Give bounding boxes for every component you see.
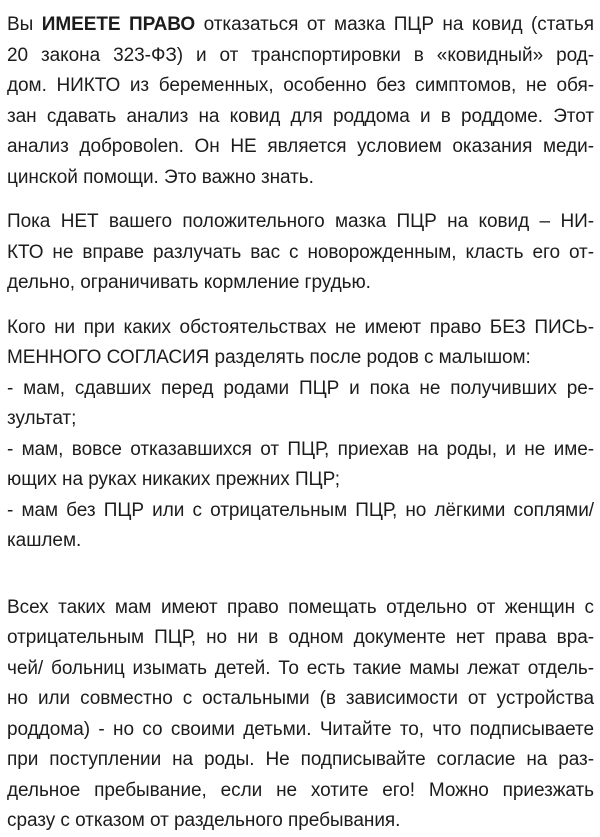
text-line: зан сдавать анализ на ковид для роддома и в роддоме. Этот bbox=[7, 105, 594, 127]
text-line: дельно, ограничивать кормление грудью. bbox=[7, 272, 371, 293]
text-line: сразу с отказом от раздельного пребывания. bbox=[7, 810, 401, 831]
list-item: - мам, вовсе отказавшихся от ПЦР, приехав на роды, и не име- bbox=[7, 438, 594, 460]
list-item: - мам без ПЦР или с отрицательным ПЦР, но лёгкими соплями/ bbox=[7, 499, 594, 521]
text-line: при поступлении на роды. Не подписывайте согласие на раз- bbox=[7, 749, 594, 770]
text-line: но или совместно с остальными (в зависимости от устройства bbox=[7, 688, 594, 709]
text-line: дельное пребывание, если не хотите его! Можно приезжать bbox=[7, 779, 594, 801]
text-line: отрицательным ПЦР, но ни в одном документе нет права вра- bbox=[7, 627, 594, 648]
text-line: Пока НЕТ вашего положительного мазка ПЦР на ковид – НИ- bbox=[7, 211, 594, 232]
text-line: зультат; bbox=[7, 408, 77, 429]
text-line: цинской помощи. Это важно знать. bbox=[7, 166, 314, 188]
paragraph-rights bbox=[7, 10, 594, 193]
paragraph-newborn bbox=[7, 207, 594, 299]
text-line: КТО не вправе разлучать вас с новорожденным, класть его от- bbox=[7, 241, 594, 263]
text-line: ющих на руках никаких прежних ПЦР; bbox=[7, 469, 340, 490]
paragraph-separate-stay bbox=[7, 593, 594, 837]
document-body bbox=[7, 10, 594, 837]
text-line: дом. НИКТО из беременных, особенно без симптомов, не обя- bbox=[7, 75, 594, 96]
text-line: Всех таких мам имеют право помещать отдельно от женщин с bbox=[7, 596, 594, 618]
text-line: анализ добровolen. Он НЕ является условием оказания меди- bbox=[7, 136, 594, 157]
text-line: кашлем. bbox=[7, 530, 82, 551]
emphasis-rights: ИМЕЕТЕ ПРАВО bbox=[41, 14, 196, 35]
text-line: 20 закона 323-ФЗ) и от транспортировки в «ковидный» род- bbox=[7, 44, 594, 66]
text-line: чей/ больниц изымать детей. То есть такие мамы лежат отдель- bbox=[7, 657, 594, 679]
text-line: Вы ИМЕЕТЕ ПРАВО отказаться от мазка ПЦР на ковид (статья bbox=[7, 14, 594, 35]
list-item: - мам, сдавших перед родами ПЦР и пока не получивших ре- bbox=[7, 377, 594, 399]
text-line: Кого ни при каких обстоятельствах не имеют право БЕЗ ПИСЬ- bbox=[7, 316, 594, 338]
text-line: МЕННОГО СОГЛАСИЯ разделять после родов с малышом: bbox=[7, 347, 531, 368]
paragraph-consent-list bbox=[7, 313, 594, 557]
text-line: роддома) - но со своими детьми. Читайте то, что подписываете bbox=[7, 718, 594, 740]
